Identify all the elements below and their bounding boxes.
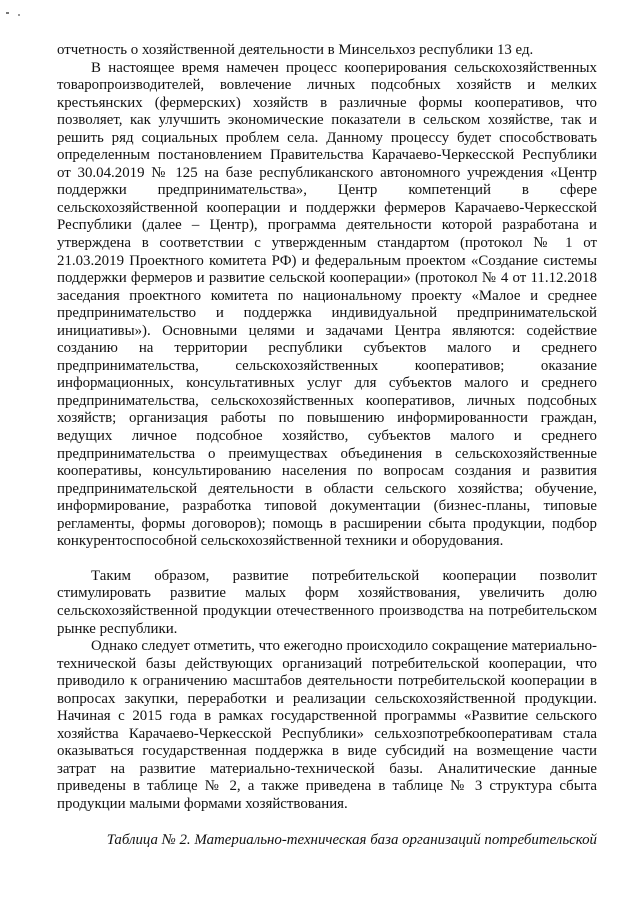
scan-artifact [6,12,9,14]
document-body [57,42,597,849]
paragraph-material-base: Однако следует отметить, что ежегодно происходило сокращение материально-технической базы действующих организаций потребительской кооперации, что приводило к ограничению масштабов деятельности потребительской кооперации в вопросах закупки, переработки и реализации сельскохозяйственной продукции. Начиная с 2015 года в рамках государственной программы «Развитие сельского хозяйства Карачаево-Черкесской Республики» сельхозпотребкооперативам стала оказываться государственная поддержка в виде субсидий на возмещение части затрат на развитие материально-технической базы. Аналитические данные приведены в таблице № 2, а также приведена в таблице № 3 структура сбыта продукции малыми формами хозяйствования. [57,638,597,812]
paragraph-conclusion: Таким образом, развитие потребительской кооперации позволит стимулировать развитие малых форм хозяйствования, увеличить долю сельскохозяйственной продукции отечественного производства на потребительском рынке республики. [57,567,597,637]
scan-artifact [18,14,20,16]
table-caption: Таблица № 2. Материально-техническая база организаций потребительской [106,831,597,848]
paragraph-cooperation-process: В настоящее время намечен процесс кооперирования сельскохозяйственных товаропроизводителей, вовлечение личных подсобных хозяйств и мелких крестьянских (фермерских) хозяйств в различные формы кооперативов, что позволяет, как улучшить экономические показатели в сельском хозяйстве, так и решить ряд социальных проблем села. Данному процессу будет способствовать определенным постановлением Правительства Карачаево-Черкесской Республики от 30.04.2019 № 125 на базе республиканского автономного учреждения «Центр поддержки предпринимательства», Центр компетенций в сфере сельскохозяйственной кооперации и поддержки фермеров Карачаево-Черкесской Республики (далее – Центр), программа деятельности которой разработана и утверждена в соответствии с утвержденным стандартом (протокол № 1 от 21.03.2019 Проектного комитета РФ) и федеральным проектом «Создание системы поддержки фермеров и развитие сельской кооперации» (протокол № 4 от 11.12.2018 заседания проектного комитета по национальному проекту «Малое и среднее предпринимательство и поддержка индивидуальной предпринимательской инициативы»). Основными целями и задачами Центра являются: содействие созданию на территории республики субъектов малого и среднего предпринимательства, сельскохозяйственных кооперативов; оказание информационных, консультативных услуг для субъектов малого и среднего предпринимательства, сельскохозяйственных кооперативов, личных подсобных хозяйств; организация работы по повышению информированности граждан, ведущих личное подсобное хозяйство, субъектов малого и среднего предпринимательства о преимуществах объединения в сельскохозяйственные кооперативы, консультированию населения по вопросам создания и развития предпринимательской деятельности в области сельского хозяйства; обучение, информирование, разработка типовой документации (бизнес-планы, типовые регламенты, формы договоров); помощь в расширении сбыта продукции, подбор конкурентоспособной сельскохозяйственной техники и оборудования. [57,59,597,550]
paragraph-spacer [57,551,597,568]
paragraph-reporting: отчетность о хозяйственной деятельности в Минсельхоз республики 13 ед. [57,42,534,58]
